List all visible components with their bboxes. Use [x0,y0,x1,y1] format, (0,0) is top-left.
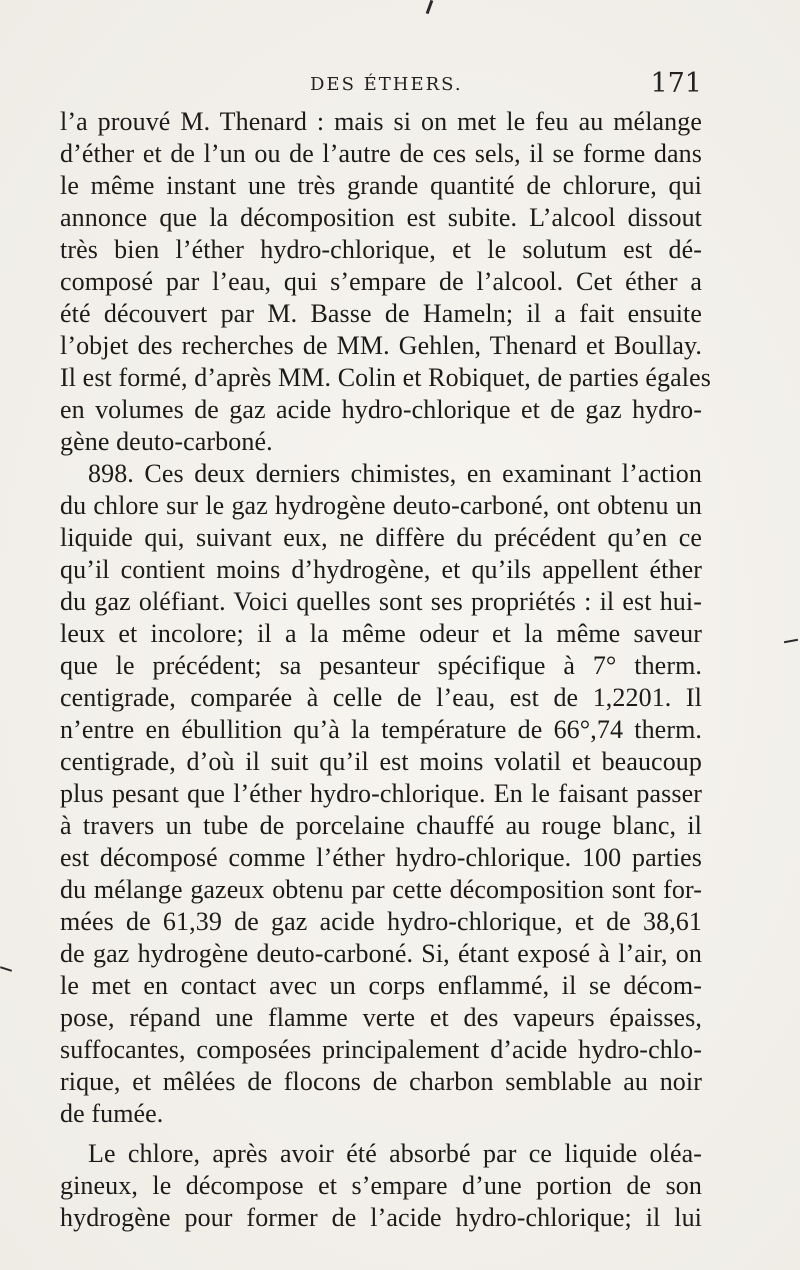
page-number: 171 [650,68,702,99]
scan-mark-top [426,0,434,14]
paragraph-end-line: gène deuto-carboné. [60,427,273,456]
text-line: rique, et mêlées de flocons de charbon semblable au noir [60,1067,702,1096]
text-line: centigrade, d’où il suit qu’il est moins volatil et beaucoup [60,747,702,776]
text-line: suffocantes, composées principalement d’acide hydro-chlo- [60,1035,702,1064]
scan-mark-right [784,639,798,643]
text-line: composé par l’eau, qui s’empare de l’alcool. Cet éther a [60,267,702,296]
running-title: DES ÉTHERS. [310,74,463,95]
paragraph-end-line: de fumée. [60,1099,164,1128]
text-line: du chlore sur le gaz hydrogène deuto-carboné, ont obtenu un [60,491,702,520]
text-line: du gaz oléfiant. Voici quelles sont ses propriétés : il est hui- [60,587,702,616]
text-line: le met en contact avec un corps enflammé, il se décom- [60,971,702,1000]
text-line: l’objet des recherches de MM. Gehlen, Thenard et Boullay. [60,331,702,360]
text-line: mées de 61,39 de gaz acide hydro-chlorique, et de 38,61 [60,907,702,936]
paragraph-start-898: 898. Ces deux derniers chimistes, en examinant l’action [88,459,702,488]
text-line: du mélange gazeux obtenu par cette décomposition sont for- [60,875,702,904]
text-line: été découvert par M. Basse de Hameln; il a fait ensuite [60,299,702,328]
scan-mark-left [0,966,12,972]
text-line: hydrogène pour former de l’acide hydro-chlorique; il lui [60,1203,702,1232]
body-text [60,106,711,1234]
text-line: le même instant une très grande quantité de chlorure, qui [60,171,702,200]
text-line: en volumes de gaz acide hydro-chlorique et de gaz hydro- [60,395,702,424]
page-header [60,68,702,102]
text-line: leux et incolore; il a la même odeur et la même saveur [60,619,702,648]
text-line: l’a prouvé M. Thenard : mais si on met le feu au mélange [60,107,702,136]
text-line: qu’il contient moins d’hydrogène, et qu’ils appellent éther [60,555,702,584]
text-line: de gaz hydrogène deuto-carboné. Si, étant exposé à l’air, on [60,939,702,968]
text-line: liquide qui, suivant eux, ne diffère du précédent qu’en ce [60,523,702,552]
text-line: gineux, le décompose et s’empare d’une portion de son [60,1171,702,1200]
text-line: pose, répand une flamme verte et des vapeurs épaisses, [60,1003,702,1032]
text-line: n’entre en ébullition qu’à la température de 66°,74 therm. [60,715,702,744]
text-line: très bien l’éther hydro-chlorique, et le solutum est dé- [60,235,702,264]
paragraph-start-chlore: Le chlore, après avoir été absorbé par ce liquide oléa- [88,1139,702,1168]
text-line: est décomposé comme l’éther hydro-chlorique. 100 parties [60,843,702,872]
text-line: à travers un tube de porcelaine chauffé au rouge blanc, il [60,811,702,840]
text-line: Il est formé, d’après MM. Colin et Robiquet, de parties égales [60,363,711,392]
text-line: annonce que la décomposition est subite. L’alcool dissout [60,203,702,232]
text-line: plus pesant que l’éther hydro-chlorique. En le faisant passer [60,779,702,808]
text-line: centigrade, comparée à celle de l’eau, est de 1,2201. Il [60,683,702,712]
text-line: d’éther et de l’un ou de l’autre de ces sels, il se forme dans [60,139,702,168]
text-line: que le précédent; sa pesanteur spécifique à 7° therm. [60,651,702,680]
